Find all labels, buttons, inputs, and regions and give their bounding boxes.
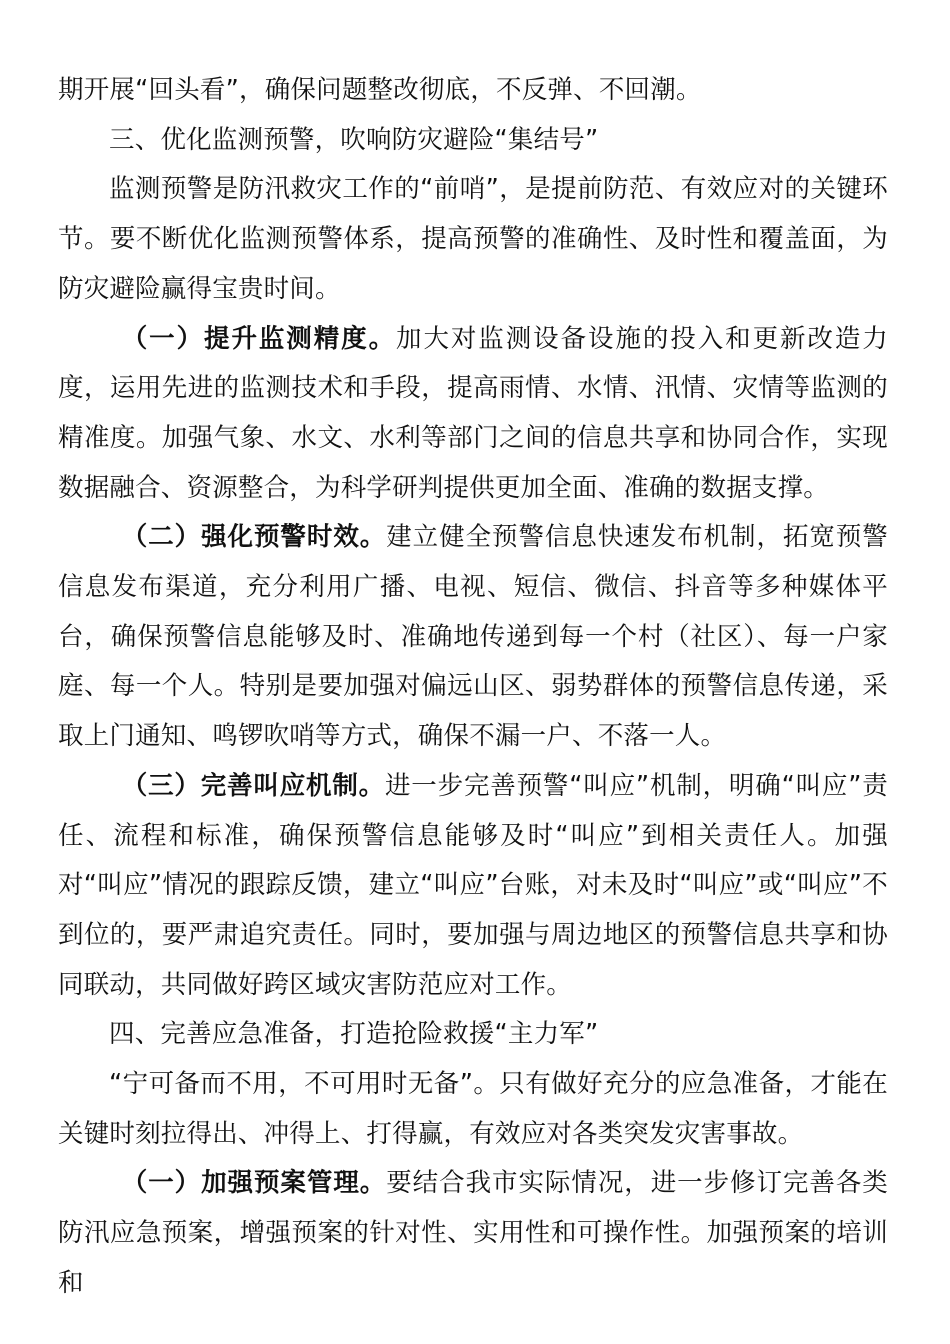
paragraph-text: 要结合我市实际情况，进一步修订完善各类防汛应急预案，增强预案的针对性、实用性和可操作性。加强预案的培训和 [58,1168,888,1298]
subsection-lead: （一）加强预案管理。 [121,1168,387,1199]
section-heading-four [58,1010,888,1060]
paragraph-subsection-2 [58,513,888,762]
paragraph-text: “宁可备而不用，不可用时无备”。只有做好充分的应急准备，才能在关键时刻拉得出、冲得上、打得赢，有效应对各类突发灾害事故。 [58,1069,888,1149]
section-heading-text: 四、完善应急准备，打造抢险救援“主力军” [109,1019,599,1050]
paragraph-subsection-1 [58,315,888,514]
subsection-lead: （二）强化预警时效。 [121,522,387,553]
section-heading-text: 三、优化监测预警，吹响防灾避险“集结号” [109,124,599,155]
section-heading-three [58,116,888,166]
paragraph-continuation [58,66,888,116]
paragraph-text: 进一步完善预警“叫应”机制，明确“叫应”责任、流程和标准，确保预警信息能够及时“叫应”到相关责任人。加强对“叫应”情况的跟踪反馈，建立“叫应”台账，对未及时“叫应”或“叫应”不到位的，要严肃追究责任。同时，要加强与周边地区的预警信息共享和协同联动，共同做好跨区域灾害防范应对工作。 [58,770,888,1000]
paragraph-intro-emergency [58,1060,888,1159]
paragraph-text: 期开展“回头看”，确保问题整改彻底，不反弹、不回潮。 [58,75,702,105]
paragraph-text: 加大对监测设备设施的投入和更新改造力度，运用先进的监测技术和手段，提高雨情、水情、汛情、灾情等监测的精准度。加强气象、水文、水利等部门之间的信息共享和协同合作，实现数据融合、资源整合，为科学研判提供更加全面、准确的数据支撑。 [58,323,888,503]
paragraph-text: 建立健全预警信息快速发布机制，拓宽预警信息发布渠道，充分利用广播、电视、短信、微信、抖音等多种媒体平台，确保预警信息能够及时、准确地传递到每一个村（社区）、每一户家庭、每一个人。特别是要加强对偏远山区、弱势群体的预警信息传递，采取上门通知、鸣锣吹哨等方式，确保不漏一户、不落一人。 [58,522,888,752]
paragraph-intro-monitoring [58,165,888,314]
paragraph-subsection-3 [58,762,888,1011]
subsection-lead: （一）提升监测精度。 [121,323,397,354]
paragraph-text: 监测预警是防汛救灾工作的“前哨”，是提前防范、有效应对的关键环节。要不断优化监测预警体系，提高预警的准确性、及时性和覆盖面，为防灾避险赢得宝贵时间。 [58,174,888,304]
subsection-lead: （三）完善叫应机制。 [121,770,385,801]
paragraph-subsection-4-1 [58,1159,888,1308]
document-page [58,66,888,1309]
